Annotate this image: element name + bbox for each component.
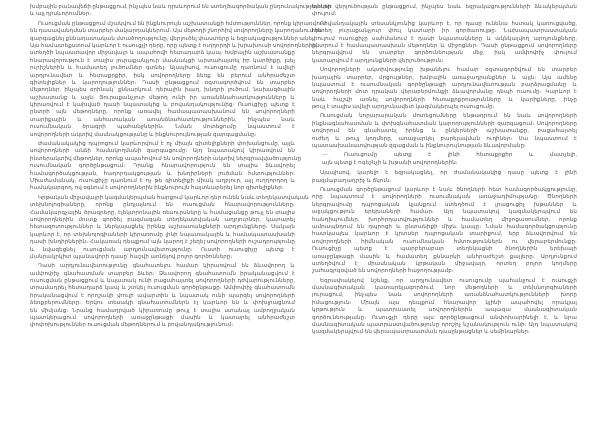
text-line: սովորում են գնահատել իրենց և ընկերների աշխատանքը, բացահայտել	[312, 128, 577, 135]
right-column	[312, 4, 577, 339]
text-line: Միաժամանակ, ուսուցիչը դառնում է ոչ թե գիտելիքի միակ աղբյուր, այլ ուղղորդող և	[30, 177, 295, 184]
text-line: խաղային տարրեր, մրցույթներ, խմբային առաջադրանքներ և այլն։ Այս ամենը	[312, 74, 577, 81]
text-line: տեխնոլոգիաները, որոնք ընդլայնում են ուսուցման հնարավորությունները։	[30, 202, 295, 209]
text-line: ստեղծվում է միասնական կրթական միջավայր, որտեղ բոլոր կողմերը	[312, 260, 577, 267]
text-line: Ուսուցման նորարարական մոտեցումները ենթադրում են նաև սովորողների	[320, 113, 577, 120]
paragraph	[312, 187, 577, 276]
paragraph	[312, 21, 577, 65]
text-line: նպաստում է ուսումնական գործընթացի արդյունավետության բարձրացմանը և	[312, 81, 577, 88]
text-line: շահագրգռված են սովորողների հաջողությամբ։	[312, 268, 454, 275]
text-line: Ուսուցիչը պետք է պարբերաբար տեղեկացնի ծնողներին երեխայի	[312, 246, 577, 253]
text-line: սովորողներին մուտք գործել բազմազան տեղեկատվական աղբյուրներ, կատարել	[30, 216, 295, 223]
text-line: Սովորողների ակտիվությունը խթանելու համար օգտագործվում են տարբեր	[320, 67, 577, 74]
text-line: այն պետք է ոգեշնչի և խթանի սովորողներին։	[322, 159, 458, 166]
text-line: ընտրում է համապատասխան մեթոդներ և միջոցներ։ Դասի ընթացքում սովորողները	[312, 42, 577, 49]
paragraph	[312, 67, 577, 111]
text-line: ուսուցման ընթացքում և նպատակ ունի բացահայտել սովորողների դժվարությունները,	[30, 278, 295, 285]
text-line: Ուսուցման ընթացքում մշակվում են ինքնուրույն աշխատանքի հմտություններ, որոնք կիրառվում	[38, 20, 326, 27]
text-line: Եզրափակելով նշենք, որ արդյունավետ ուսուցումը պահանջում է ուսուցչի	[320, 277, 577, 284]
text-line: հատկապես կարևոր է կրտսեր դպրոցական տարիքում, երբ ձևավորվում են	[312, 231, 577, 238]
text-line: ուսումնական ծրագրի պահանջներին։ Նման մոտեցումը նպաստում է	[30, 124, 295, 131]
text-line: ինտերակտիվ մեթոդներ, որոնք ապահովում են սովորողների ակտիվ ներգրավվածությունը	[30, 155, 302, 162]
text-line: գործունեությանը։ Ուսուցչի դերը այս գործընթացում անփոխարինելի է, և նրա	[312, 314, 577, 321]
text-line: գիտելիքներ և կարողություններ։ Դասի ընթացքում օգտագործվում են տարբեր	[30, 79, 295, 86]
paragraph	[30, 194, 309, 262]
paragraph	[30, 263, 295, 330]
text-line: որտեղ յուրաքանչյուր փուլ կատարի իր գործառույթը։ Նախապատրաստական	[312, 28, 577, 35]
text-line: պատկերացում սովորողների առաջընթացի մասին և կատարել անհրաժեշտ	[30, 315, 295, 322]
text-line: համագործակցության, հաղորդակցության և խնդիրների լուծման հմտություններ։	[30, 170, 295, 177]
text-line: մասնագիտական պատրաստվածությունը որոշիչ նշանակություն ունի։ Այդ նպատակով	[312, 322, 577, 329]
text-line: իրականացվում է որոշակի փուլի ավարտին և նպատակ ունի պարզել սովորողների	[30, 292, 295, 299]
text-line: աջակցություն երեխաների համար։ Այդ նպատակով կազմակերպվում են	[312, 209, 577, 216]
text-line: նյութի վերլուծության ընթացքում, ինչպես նաև եզրակացությունների ձևակերպման	[312, 4, 577, 10]
text-line: հանդիպումներ, խորհրդատվություններ և համատեղ միջոցառումներ, որոնք	[312, 216, 577, 223]
text-line: դասի խնդիրներին։ Հակառակ դեպքում այն կարող է շեղել սովորողների ուշադրությունը	[30, 239, 295, 246]
text-line: տարիքային և անհատական առանձնահատկություններին, ինչպես նաև	[30, 116, 295, 123]
text-line: ուսումնական գործընթացում։ Դրանք հնարավորություն են տալիս ձևավորել	[30, 163, 295, 170]
paragraph	[312, 4, 577, 19]
text-line: ինքնագնահատման և փոխգնահատման կարողությունների զարգացում։ Սովորողները	[312, 120, 577, 127]
text-line: զարգացնել քննադատական մտածողությունը, վերլուծել փաստերը և եզրակացություններ անել։	[30, 35, 316, 42]
text-line: ներգրավումը դպրոցական կյանքում ստեղծում է լրացուցիչ խթաններ և	[312, 201, 577, 208]
text-line: մանրակրկիտ պլանավորի դասը՝ հաշվի առնելով բոլոր գործոնները։	[30, 253, 233, 260]
text-line: յուրացում, ինչպես նաև սովորողների առանձնահատկությունների խորը	[312, 292, 577, 299]
text-line: կրթություն և պատրաստել սովորողներին ապագա մասնագիտական	[312, 307, 577, 314]
text-line: Ժամանակակից դպրոցում կարևորվում է ոչ միայն գիտելիքների փոխանցումը, այլև	[38, 141, 295, 148]
text-line: բազմաբաղադրիչ և ճկուն։	[312, 177, 392, 184]
text-line: փուլում։	[312, 11, 337, 18]
text-line: կազմակերպվում են վերապատրաստման դասընթացներ և սեմինարներ։	[312, 329, 530, 336]
text-line: Կրթական միջավայրի կազմակերպման հարցում կարևոր դեր ունեն նաև տեղեկատվական	[38, 194, 309, 201]
text-line: համակարգող, ով օգնում է սովորողներին ինքնուրույն հայտնաբերել նոր գիտելիքներ։	[30, 185, 284, 192]
paragraph	[312, 170, 577, 185]
text-line: կատարվում է արդյունքների վերլուծություն։	[312, 57, 444, 64]
text-line: են միմյանց։ Նրանց համադրված կիրառումը թույլ է տալիս ստանալ ամբողջական	[30, 307, 295, 314]
paragraph	[30, 20, 326, 139]
text-line: հետազոտություններ և ներկայացնել իրենց աշխատանքների արդյունքները։ Սակայն	[30, 224, 295, 231]
text-line: — Ուսուցումը պետք է լինի հետաքրքիր և մատչելի,	[322, 152, 577, 159]
text-line: ամփոփիչ գնահատման տարբեր ձևեր։ Ձևավորող գնահատումն իրականացվում է	[30, 270, 295, 277]
text-line: պատասխանատվության զգացման և ինքնուրույնության ձևավորմանը։	[312, 143, 526, 150]
text-line: Բովանդակային տեսանկյունից կարևոր է, որ դասը ունենա հստակ կառուցվածք,	[320, 20, 577, 27]
text-line: ուրիշներին և համատեղ լուծումներ գտնել։ Այսպիսով, ուսուցումը դառնում է ավելի	[30, 65, 295, 72]
text-line: Համակարգչային ծրագրերը, էլեկտրոնային ռեսուրսները և համացանցը թույլ են տալիս	[30, 209, 295, 216]
text-line: փոփոխություններ ուսուցման մեթոդներում և բովանդակությունում։	[30, 322, 234, 329]
text-line: Ուսուցման գործընթացում կարևոր է նաև ծնողների հետ համագործակցությունը,	[320, 186, 577, 193]
text-line: և նվազեցնել ուսուցման արդյունավետությունը։ Ուստի ուսուցիչը պետք է	[30, 246, 295, 253]
text-line: Այսպիսով, կարելի է եզրակացնել, որ ժամանակակից դասը պետք է լինի	[320, 170, 577, 177]
text-line: կարևոր է, որ տեխնոլոգիաների կիրառումը լինի նպատակային և համապատասխանի	[30, 231, 295, 238]
text-line: սովորողների հիմնական ուսումնական հմտություններն ու վերաբերմունքը։	[312, 238, 577, 245]
paragraph	[312, 113, 577, 150]
text-line: որը նպաստում է սովորողների ուսումնական առաջադիմությանը։ Ծնողների	[312, 194, 577, 201]
text-line: Դասի արդյունավետությունը գնահատելու համար կիրառվում են ձևավորող և	[38, 263, 295, 270]
text-line: մասնագիտական կատարելագործում, նոր մեթոդների և տեխնոլոգիաների	[312, 285, 577, 292]
text-line: փուլում ուսուցիչը սահմանում է դասի նպատակները և ակնկալվող արդյունքները,	[312, 35, 577, 42]
text-line: ստեղծի նպաստավոր միջավայր և ապահովի հետադարձ կապ։ Խմբային աշխատանքը	[30, 50, 295, 57]
paragraph	[30, 141, 302, 193]
text-line: կիրառվում է կախված դասի նպատակից և բովանդակությունից։ Ուսուցիչը պետք է	[30, 102, 295, 109]
text-line: սովորողների ակտիվ մասնակցությանը և ինքնուրույնության զարգացմանը։	[30, 131, 257, 138]
text-line: սովորողների անձի համակողմանի զարգացումը։ Այդ նպատակով կիրառվում են	[30, 148, 295, 155]
text-line: են դասավանդման տարբեր մակարդակներում։ Այս մեթոդի շնորհիվ սովորողները կարողանում են	[30, 28, 322, 35]
paragraph	[312, 278, 577, 337]
text-line: ընտրի այն մեթոդները, որոնք առավել համապատասխանում են սովորողների	[30, 109, 295, 116]
text-line: ձեռքբերումները։ Երկու տեսակի գնահատումներն էլ կարևոր են և փոխլրացնում	[30, 300, 295, 307]
text-line: առաջընթացի մասին և համատեղ քննարկի անհրաժեշտ քայլերը։ Արդյունքում	[312, 253, 577, 260]
text-line: թույլ է տալիս ավելի արդյունավետ կազմակերպել ուսուցումը։	[312, 104, 495, 111]
text-line: հնարավորություն է տալիս յուրաքանչյուր մասնակցի արտահայտել իր կարծիքը, լսել	[30, 57, 295, 64]
text-line: ներգրավվում են տարբեր գործունեության մեջ, իսկ ամփոփիչ փուլում	[312, 50, 577, 57]
text-line: տրամադրել հետադարձ կապ և շտկել ուսուցման գործընթացը։ Ամփոփիչ գնահատումն	[30, 285, 295, 292]
quote-block	[312, 152, 577, 167]
text-line: նաև հաշվի առնել սովորողների հետաքրքրությունները և կարիքները, ինչը	[312, 96, 577, 103]
text-line: և այլ դրսևորումներ։	[30, 11, 92, 18]
text-line: արդյունավետ և հետաքրքիր, իսկ սովորողները ձեռք են բերում անհրաժեշտ	[30, 72, 295, 79]
text-line: Այս համատեքստում կարևոր է ուսուցչի դերը, որը պետք է ուղղորդի և խրախուսի սովորողներին,	[30, 42, 318, 49]
text-line: սովորողների մոտ դրական վերաբերմունքի ձևավորմանը դեպի ուսումը։ Կարևոր է	[312, 89, 577, 96]
text-line: աշխատանք և այլն։ Յուրաքանչյուր մեթոդ ունի իր առանձնահատկությունները և	[30, 94, 295, 101]
text-line: ուժեղ և թույլ կողմերը, առաջարկել բարելավման ուղիներ։ Սա նպաստում է	[312, 135, 577, 142]
text-line: իմացություն։ Միայն այս դեպքում հնարավոր կլինի ապահովել որակյալ	[312, 299, 577, 306]
text-line: ամրապնդում են դպրոցի և ընտանիքի միջև կապը։ Նման համագործակցությունը	[312, 223, 577, 230]
text-line: մեթոդներ, ինչպես օրինակ՝ քննարկում, դերային խաղ, խնդրի լուծում, նախագծային	[30, 87, 295, 94]
text-line: խմբային բանավեճի ընթացքում, ինչպես նաև դրսևորում են ստեղծագործական ընդունակություններ	[30, 4, 332, 10]
